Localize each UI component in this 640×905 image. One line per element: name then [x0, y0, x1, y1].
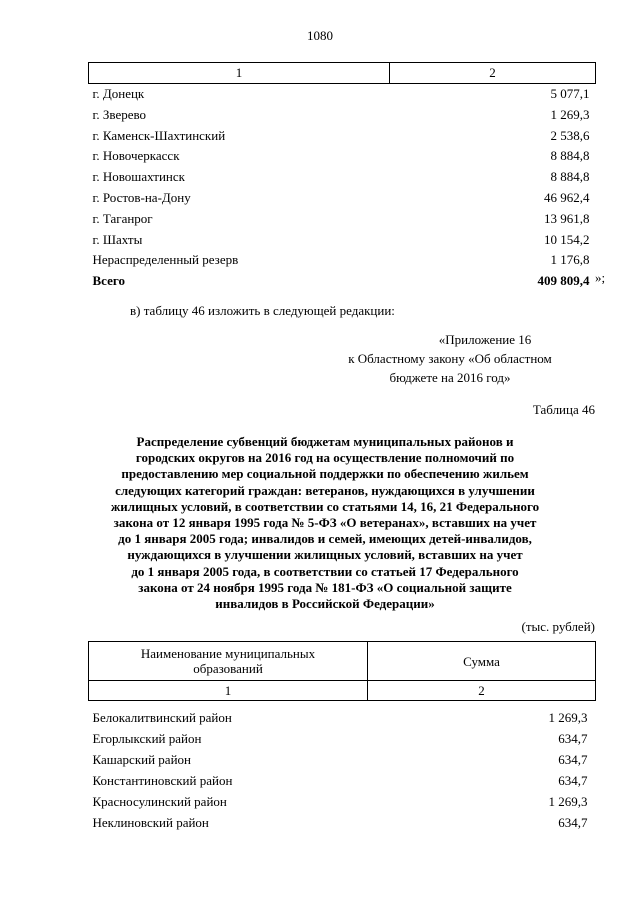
table-row [89, 791, 596, 812]
row-value: 2 538,6 [550, 127, 590, 143]
row-value: 1 176,8 [550, 252, 590, 268]
heading-line: Распределение субвенций бюджетам муниципальных районов и [136, 434, 514, 449]
table-header-row [89, 63, 596, 84]
row-name: Красносулинский район [92, 794, 227, 809]
table-label: Таблица 46 [532, 402, 595, 417]
table-row [89, 188, 596, 209]
heading-line: следующих категорий граждан: ветеранов, нуждающихся в улучшении [115, 482, 535, 498]
header-municipality [89, 642, 368, 681]
row-name: Неклиновский район [92, 815, 209, 830]
appendix-reference [300, 330, 600, 387]
heading-line: нуждающихся в улучшении жилищных условий, вставших на учет [127, 547, 523, 563]
row-name: Нераспределенный резерв [92, 252, 239, 268]
heading-line: городских округов на 2016 год на осуществление полномочий по [135, 450, 515, 466]
table-row [89, 812, 596, 833]
table-row [89, 250, 596, 271]
column-number-1: 1 [89, 63, 390, 84]
closing-quote: »; [595, 270, 606, 285]
row-name: г. Ростов-на-Дону [92, 189, 191, 205]
row-value: 1 269,3 [550, 106, 590, 122]
row-value: 1 269,3 [548, 794, 588, 809]
row-value: 634,7 [558, 815, 588, 830]
table-heading [90, 434, 560, 612]
table-row [89, 707, 596, 728]
heading-line: жилищных условий, в соответствии со статьями 14, 16, 21 Федерального [110, 498, 540, 514]
appendix-line: к Областному закону «Об областном [348, 351, 552, 366]
table-row [89, 728, 596, 749]
row-name: Кашарский район [92, 752, 191, 767]
heading-line: до 1 января 2005 года, в соответствии со статьей 17 Федерального [131, 563, 519, 579]
row-name: Егорлыкский район [92, 731, 202, 746]
table-row [89, 126, 596, 147]
row-name: г. Новошахтинск [92, 169, 185, 185]
header-line: Наименование муниципальных [140, 646, 316, 661]
header-line: образований [193, 661, 263, 676]
table-row [89, 146, 596, 167]
amendment-paragraph: в) таблицу 46 изложить в следующей редакции: [130, 303, 395, 318]
table-row [89, 84, 596, 105]
table-row [89, 770, 596, 791]
page-number: 1080 [307, 28, 333, 43]
total-value: 409 809,4 [537, 273, 590, 289]
row-name: г. Каменск-Шахтинский [92, 127, 226, 143]
heading-line: закона от 24 ноября 1995 года № 181-ФЗ «О социальной защите [138, 579, 512, 595]
heading-line: до 1 января 2005 года; инвалидов и семей, имеющих детей-инвалидов, [118, 531, 532, 547]
row-value: 5 077,1 [550, 86, 590, 101]
row-value: 634,7 [558, 731, 588, 746]
row-value: 8 884,8 [550, 148, 590, 164]
row-name: г. Шахты [92, 231, 143, 247]
row-name: г. Зверево [92, 106, 147, 122]
header-amount: Сумма [368, 642, 596, 681]
row-value: 634,7 [558, 752, 588, 767]
table-total-row [89, 271, 596, 292]
row-name: Константиновский район [92, 773, 233, 788]
table-row [89, 749, 596, 770]
row-name: Белокалитвинский район [92, 710, 232, 725]
column-number-2: 2 [390, 63, 596, 84]
table-header-row [89, 642, 596, 681]
column-number-2: 2 [368, 681, 596, 701]
table-row [89, 209, 596, 230]
row-name: г. Новочеркасск [92, 148, 180, 164]
total-label: Всего [92, 273, 125, 289]
subsidy-table-districts [88, 641, 596, 833]
row-value: 13 961,8 [544, 210, 590, 226]
row-name: г. Таганрог [92, 210, 153, 226]
table-row [89, 105, 596, 126]
units-label: (тыс. рублей) [521, 619, 595, 634]
table-row [89, 167, 596, 188]
column-number-1: 1 [89, 681, 368, 701]
row-value: 1 269,3 [548, 710, 588, 725]
subsidy-table-cities [88, 62, 596, 292]
row-value: 634,7 [558, 773, 588, 788]
table-row [89, 230, 596, 251]
appendix-line: бюджете на 2016 год» [389, 370, 511, 385]
table-number-row [89, 681, 596, 701]
heading-line: предоставлению мер социальной поддержки по обеспечению жильем [121, 466, 529, 482]
row-name: г. Донецк [92, 86, 145, 101]
heading-line: закона от 12 января 1995 года № 5-ФЗ «О ветеранах», вставших на учет [113, 515, 537, 531]
heading-line: инвалидов в Российской Федерации» [215, 596, 435, 612]
row-value: 8 884,8 [550, 169, 590, 185]
appendix-line: «Приложение 16 [438, 332, 532, 347]
row-value: 10 154,2 [544, 231, 590, 247]
row-value: 46 962,4 [544, 189, 590, 205]
